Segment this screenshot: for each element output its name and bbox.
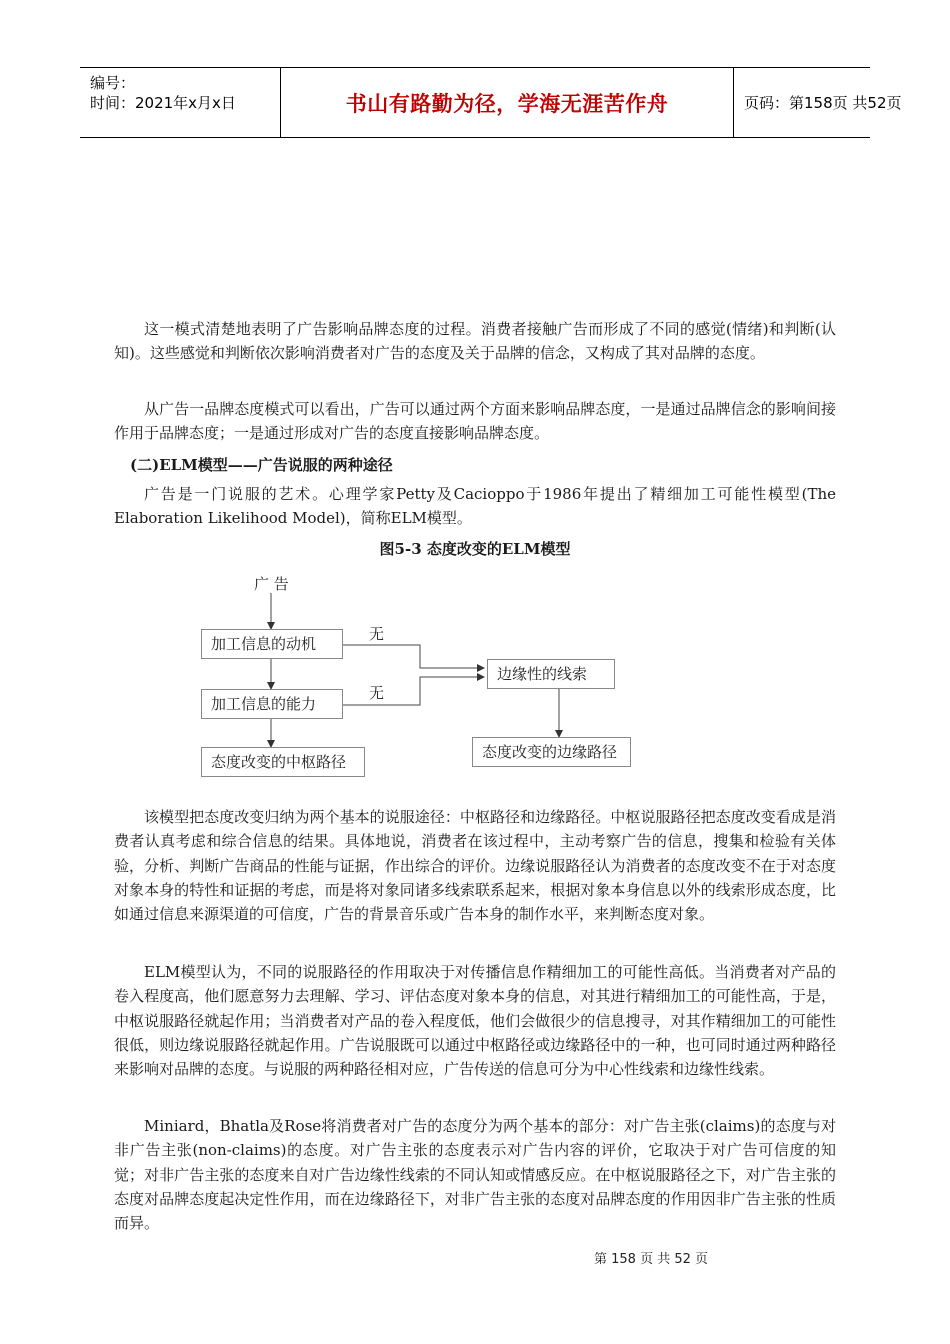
body-paragraph-2: ELM模型认为，不同的说服路径的作用取决于对传播信息作精细加工的可能性高低。当消费者对产品的卷入程度高，他们愿意努力去理解、学习、评估态度对象本身的信息，对其进行精细加工的可能性高，于是，中枢说服路径就起作用；当消费者对产品的卷入程度低，他们会做很少的信息搜寻，对其作精细加工的可能性很低，则边缘说服路径就起作用。广告说服既可以通过中枢路径或边缘路径中的一种，也可同时通过两种路径来影响对品牌的态度。与说服的两种路径相对应，广告传送的信息可分为中心性线索和边缘性线索。 [114, 963, 836, 1079]
arrow-motivation-to-cues [343, 645, 484, 668]
box-peripheral-cues: 边缘性的线索 [487, 659, 615, 689]
ad-label: 广 告 [254, 575, 289, 593]
label-none-motivation: 无 [369, 625, 385, 643]
arrow-ability-to-cues [343, 677, 484, 705]
page-reference: 页码：第158页 共52页 [744, 94, 902, 112]
box-ability: 加工信息的能力 [201, 689, 343, 719]
figure-caption: 图5-3 态度改变的ELM模型 [379, 540, 571, 558]
body-paragraph-3: Miniard，Bhatla及Rose将消费者对广告的态度分为两个基本的部分：对广告主张(claims)的态度与对非广告主张(non-claims)的态度。对广告主张的态度表示对广告内容的评价，它取决于对广告可信度的知觉；对非广告主张的态度来自对广告边缘性线索的不同认知或情感反应。在中枢说服路径之下，对广告主张的态度对品牌态度起决定性作用，而在边缘路径下，对非广告主张的态度对品牌态度的作用因非广告主张的性质而异。 [114, 1117, 836, 1233]
motto-text: 书山有路勤为径，学海无涯苦作舟 [345, 91, 669, 116]
section-heading: (二)ELM模型——广告说服的两种途径 [130, 456, 393, 474]
number-label: 编号： [90, 74, 136, 92]
box-peripheral-route: 态度改变的边缘路径 [472, 737, 631, 767]
box-motivation: 加工信息的动机 [201, 629, 343, 659]
page-footer: 第 158 页 共 52 页 [594, 1252, 709, 1267]
paragraph-1: 这一模式清楚地表明了广告影响品牌态度的过程。消费者接触广告而形成了不同的感觉(情绪)和判断(认知)。这些感觉和判断依次影响消费者对广告的态度及关于品牌的信念，又构成了其对品牌的态度。 [114, 320, 836, 363]
box-central-route: 态度改变的中枢路径 [201, 747, 365, 777]
intro-paragraph: 广告是一门说服的艺术。心理学家Petty及Cacioppo于1986年提出了精细加工可能性模型(The Elaboration Likelihood Model)，简称ELM模型。 [114, 485, 836, 528]
paragraph-2: 从广告一品牌态度模式可以看出，广告可以通过两个方面来影响品牌态度，一是通过品牌信念的影响间接作用于品牌态度；一是通过形成对广告的态度直接影响品牌态度。 [114, 400, 836, 443]
label-none-ability: 无 [369, 684, 385, 702]
date-label: 时间：2021年x月x日 [90, 94, 236, 112]
body-paragraph-1: 该模型把态度改变归纳为两个基本的说服途径：中枢路径和边缘路径。中枢说服路径把态度改变看成是消费者认真考虑和综合信息的结果。具体地说，消费者在该过程中，主动考察广告的信息，搜集和检验有关体验，分析、判断广告商品的性能与证据，作出综合的评价。边缘说服路径认为消费者的态度改变不在于对态度对象本身的特性和证据的考虑，而是将对象同诸多线索联系起来，根据对象本身信息以外的线索形成态度，比如通过信息来源渠道的可信度，广告的背景音乐或广告本身的制作水平，来判断态度对象。 [114, 808, 836, 924]
